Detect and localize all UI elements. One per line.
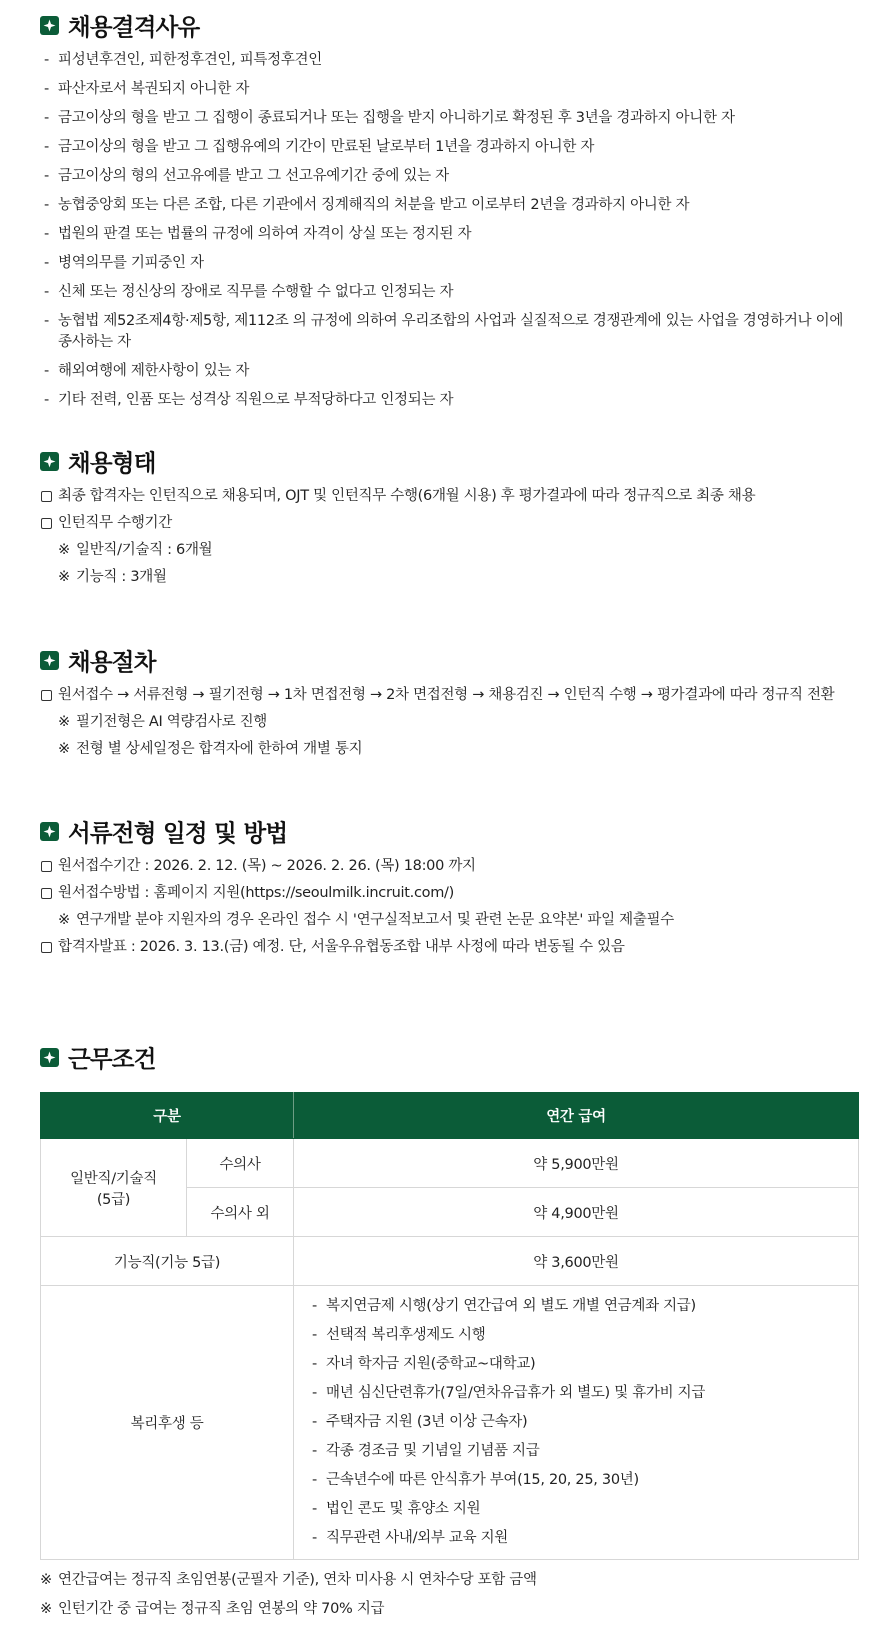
square-bullet-icon (41, 888, 52, 899)
square-bullet-icon (41, 518, 52, 529)
section-title: 채용형태 (68, 449, 156, 477)
list-item: - 주택자금 지원 (3년 이상 근속자) (310, 1412, 858, 1433)
section-header (40, 1040, 853, 1074)
list-item: - 금고이상의 형의 선고유예를 받고 그 선고유예기간 중에 있는 자 (40, 166, 853, 187)
welfare-label-cell: 복리후생 등 (41, 1286, 294, 1560)
disqualification-section (40, 8, 853, 419)
table-row (41, 1237, 859, 1286)
header-salary: 연간 급여 (294, 1093, 859, 1139)
star-badge-icon (40, 1048, 59, 1067)
vet-salary-cell: 약 5,900만원 (294, 1139, 859, 1188)
footnote: ※ 인턴기간 중 급여는 정규직 초임 연봉의 약 70% 지급 (40, 1601, 385, 1617)
section-title: 채용결격사유 (68, 13, 200, 41)
star-badge-icon (40, 651, 59, 670)
star-badge-icon (40, 822, 59, 841)
list-item: - 근속년수에 따른 안식휴가 부여(15, 20, 25, 30년) (310, 1470, 858, 1491)
note-item: ※ 기능직 : 3개월 (58, 569, 167, 585)
list-item: - 각종 경조금 및 기념일 기념품 지급 (310, 1441, 858, 1462)
footnote: ※ 연간급여는 정규직 초임연봉(군필자 기준), 연차 미사용 시 연차수당 포함 금액 (40, 1572, 537, 1588)
general-group-cell: 일반직/기술직 (5급) (41, 1139, 187, 1237)
section-title: 서류전형 일정 및 방법 (68, 819, 288, 847)
section-title: 채용절차 (68, 648, 156, 676)
note-item: ※ 연구개발 분야 지원자의 경우 온라인 접수 시 '연구실적보고서 및 관련 논문 요약본' 파일 제출필수 (58, 912, 674, 928)
list-item: - 피성년후견인, 피한정후견인, 피특정후견인 (40, 50, 853, 71)
list-item: 원서접수 → 서류전형 → 필기전형 → 1차 면접전형 → 2차 면접전형 → 채용검진 → 인턴직 수행 → 평가결과에 따라 정규직 전환 (40, 685, 853, 706)
welfare-list (310, 1296, 858, 1549)
list-item: - 법인 콘도 및 휴양소 지원 (310, 1499, 858, 1520)
section-header (40, 444, 853, 478)
list-item: - 복지연금제 시행(상기 연간급여 외 별도 개별 연금계좌 지급) (310, 1296, 858, 1317)
star-badge-icon (40, 16, 59, 35)
table-row (41, 1139, 859, 1188)
square-bullet-icon (41, 942, 52, 953)
table-header-row (41, 1093, 859, 1139)
section-header (40, 8, 853, 42)
table-row (41, 1286, 859, 1560)
list-item: - 선택적 복리후생제도 시행 (310, 1325, 858, 1346)
list-item: - 병역의무를 기피중인 자 (40, 253, 853, 274)
list-item: - 법원의 판결 또는 법률의 규정에 의하여 자격이 상실 또는 정지된 자 (40, 224, 853, 245)
square-bullet-icon (41, 861, 52, 872)
non-vet-salary-cell: 약 4,900만원 (294, 1188, 859, 1237)
technical-salary-cell: 약 3,600만원 (294, 1237, 859, 1286)
list-item: - 자녀 학자금 지원(중학교~대학교) (310, 1354, 858, 1375)
list-item: - 금고이상의 형을 받고 그 집행유예의 기간이 만료된 날로부터 1년을 경과하지 아니한 자 (40, 137, 853, 158)
welfare-list-cell (294, 1286, 859, 1560)
list-item: 원서접수기간 : 2026. 2. 12. (목) ~ 2026. 2. 26. (목) 18:00 까지 (40, 856, 853, 877)
disqualification-list (40, 50, 853, 411)
vet-cell: 수의사 (187, 1139, 294, 1188)
employment-type-section (40, 444, 853, 594)
list-item: 원서접수방법 : 홈페이지 지원(https://seoulmilk.incruit.com/) (40, 883, 853, 904)
screening-section (40, 814, 853, 964)
list-item: - 금고이상의 형을 받고 그 집행이 종료되거나 또는 집행을 받지 아니하기로 확정된 후 3년을 경과하지 아니한 자 (40, 108, 853, 129)
star-badge-icon (40, 452, 59, 471)
list-item: 합격자발표 : 2026. 3. 13.(금) 예정. 단, 서울우유협동조합 내부 사정에 따라 변동될 수 있음 (40, 937, 853, 958)
list-item: - 신체 또는 정신상의 장애로 직무를 수행할 수 없다고 인정되는 자 (40, 282, 853, 303)
list-item: - 매년 심신단련휴가(7일/연차유급휴가 외 별도) 및 휴가비 지급 (310, 1383, 858, 1404)
list-item: 인턴직무 수행기간 (40, 513, 853, 534)
list-item: - 기타 전력, 인품 또는 성격상 직원으로 부적당하다고 인정되는 자 (40, 390, 853, 411)
note-item: ※ 전형 별 상세일정은 합격자에 한하여 개별 통지 (58, 741, 363, 757)
list-item: - 농협중앙회 또는 다른 조합, 다른 기관에서 징계해직의 처분을 받고 이로부터 2년을 경과하지 아니한 자 (40, 195, 853, 216)
procedure-section (40, 643, 853, 766)
list-item: 최종 합격자는 인턴직으로 채용되며, OJT 및 인턴직무 수행(6개월 시용) 후 평가결과에 따라 정규직으로 최종 채용 (40, 486, 853, 507)
section-header (40, 643, 853, 677)
technical-cell: 기능직(기능 5급) (41, 1237, 294, 1286)
list-item: - 해외여행에 제한사항이 있는 자 (40, 361, 853, 382)
note-item: ※ 일반직/기술직 : 6개월 (58, 542, 213, 558)
non-vet-cell: 수의사 외 (187, 1188, 294, 1237)
conditions-section (40, 1040, 853, 1074)
list-item: - 농협법 제52조제4항·제5항, 제112조 의 규정에 의하여 우리조합의 사업과 실질적으로 경쟁관계에 있는 사업을 경영하거나 이에 종사하는 자 (40, 311, 853, 353)
footnotes (40, 1570, 537, 1628)
conditions-table (40, 1092, 859, 1560)
note-item: ※ 필기전형은 AI 역량검사로 진행 (58, 714, 268, 730)
section-title: 근무조건 (68, 1045, 156, 1073)
list-item: - 파산자로서 복권되지 아니한 자 (40, 79, 853, 100)
square-bullet-icon (41, 491, 52, 502)
square-bullet-icon (41, 690, 52, 701)
section-header (40, 814, 853, 848)
header-category: 구분 (41, 1093, 294, 1139)
list-item: - 직무관련 사내/외부 교육 지원 (310, 1528, 858, 1549)
